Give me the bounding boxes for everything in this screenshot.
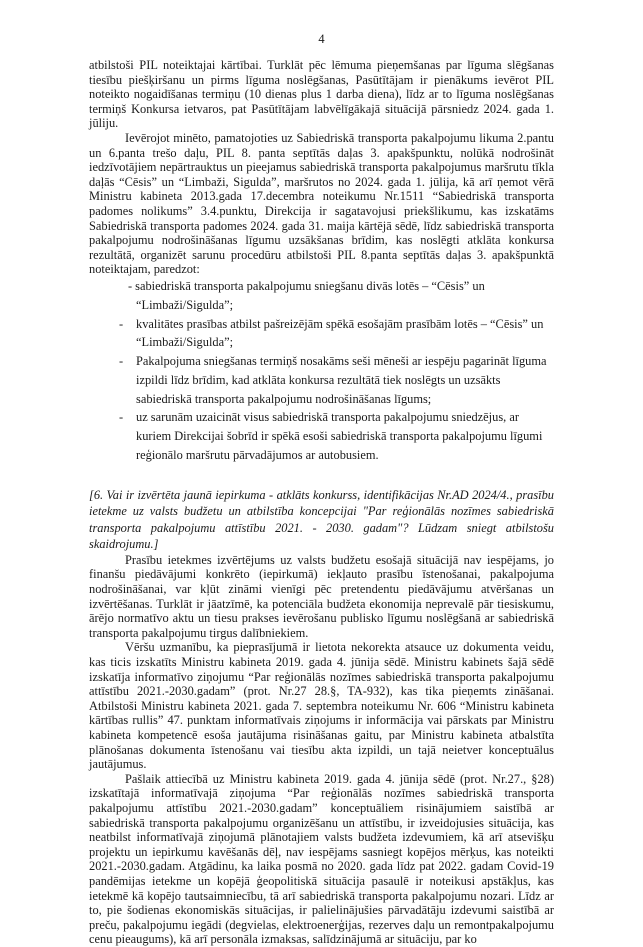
dash-bullet-icon: -	[119, 316, 124, 331]
document-body	[89, 58, 554, 947]
list-item-text-continued: “Limbaži/Sigulda”;	[136, 297, 234, 312]
proposal-list	[89, 277, 554, 465]
paragraph-reference-note: Vēršu uzmanību, ka pieprasījumā ir lietota nekorekta atsauce uz dokumenta veidu, kas ticis izskatīts Ministru kabineta 2019. gada 4. jūnija sēdē. Ministru kabinets šajā sēdē izskatīja informatīvo ziņojumu “Par reģionālās nozīmes sabiedriskā transporta pakalpojumu attīstību 2021.-2030.gadam” (prot. Nr.27 28.§, TA-932), kas tika pieņemts zināšanai. Atbilstoši Ministru kabineta 2021. gada 7. septembra noteikumu Nr. 606 “Ministru kabineta kārtības rullis” 47. punktam informatīvais ziņojums ir informācija vai pārskats par Ministru kabineta kompetencē esoša jautājuma risināšanas gaitu, par Ministru kabineta atbalstīta plānošanas dokumenta īstenošanu vai tiesību akta izpildi, un tajā neietver konceptuālus jautājumus.	[89, 640, 554, 772]
list-item-text: sabiedriskā transporta pakalpojumu sniegšanu divās lotēs – “Cēsis” un	[135, 278, 485, 293]
list-item	[89, 408, 554, 464]
list-item-text: kvalitātes prasības atbilst pašreizējām spēkā esošajām prasībām lotēs – “Cēsis” un “Limbaži/Sigulda”;	[136, 316, 544, 350]
question-paragraph: [6. Vai ir izvērtēta jaunā iepirkuma - atklāts konkurss, identifikācijas Nr.AD 2024/4., prasību ietekme uz valsts budžetu un atbilstība koncepcijai "Par reģionālās nozīmes sabiedriskā transporta pakalpojumu attīstību 2021. - 2030. gadam"? Lūdzam sniegt atbilstošu skaidrojumu.]	[89, 487, 554, 552]
paragraph-current-situation: Pašlaik attiecībā uz Ministru kabineta 2019. gada 4. jūnija sēdē (prot. Nr.27., §28) izskatītajā informatīvajā ziņojuma “Par reģionālās nozīmes sabiedriskā transporta pakalpojumu attīstību 2021.-2030.gadam” konceptuāliem risinājumiem saistībā ar sabiedriskā transporta pakalpojumu organizēšanu un attīstību, ir izveidojusies situācija, kas neatbilst informatīvajā ziņojumā plānotajiem valsts budžeta izdevumiem, kā arī atsevišķu projektu un iepirkumu kavēšanās dēļ, nav iespējams sasniegt kopējos mērķus, kas noteikti 2021.-2030.gadam. Atgādinu, ka laika posmā no 2020. gada līdz pat 2022. gadam Covid-19 pandēmijas ietekme un kopējā ģeopolitiskā situācija pasaulē ir noteikusi apstākļus, kas ietekmē kā kopējo tautsaimniecību, tā arī sabiedriskā transporta pakalpojumu nozari. Līdz ar to, pie šodienas ekonomiskās situācijas, ir palielinājušies pārvadātāju izdevumi saistībā ar preču, pakalpojumu iegādi (degvielas, elektroenerģijas, rezerves daļu un remontpakalpojumu cenu pieaugums), kā arī personāla izmaksas, salīdzinājumā ar situāciju, par ko	[89, 771, 554, 947]
list-item	[89, 315, 554, 353]
list-item	[89, 277, 554, 315]
page-number: 4	[318, 32, 325, 46]
dash-bullet-icon: -	[119, 410, 124, 425]
paragraph-continuation: atbilstoši PIL noteiktajai kārtībai. Turklāt pēc lēmuma pieņemšanas par līguma slēgšanas tiesību piešķiršanu un pirms līguma noslēgšanas, Pasūtītājam ir pienākums ievērot PIL noteikto nogaidīšanas termiņu (10 dienas plus 1 darba diena), līdz ar to līguma noslēgšanas termiņš Konkursa ietvaros, pat Pasūtītājam labvēlīgākajā situācijā pārsniedz 2024. gada 1. jūliju.	[89, 58, 554, 131]
paragraph-budget-impact: Prasību ietekmes izvērtējums uz valsts budžetu esošajā situācijā nav iespējams, jo finanšu piedāvājumi konkrēto (iepirkumā) iekļauto prasību īstenošanai, pakalpojuma nodrošināšanai, var kļūt zināmi vienīgi pēc pretendentu piedāvājumu atvēršanas un izvērtēšanas. Turklāt ir jāatzīmē, ka potenciāla budžeta ekonomija neprevalē pār tiesiskumu, ārējo normatīvo aktu un tiesu prakses ievērošanu publisko līgumu noslēgšanā ar sabiedriskā transporta pakalpojumu tirgus dalībniekiem.	[89, 552, 554, 640]
list-item-text: Pakalpojuma sniegšanas termiņš nosakāms seši mēneši ar iespēju pagarināt līguma izpildi līdz brīdim, kad atklāta konkursa rezultātā tiek noslēgts un uzsākts sabiedriskā transporta pakalpojumu nodrošināšanas līgums;	[136, 354, 547, 406]
dash-bullet-icon: -	[128, 278, 133, 293]
list-item	[89, 352, 554, 408]
list-item-text: uz sarunām uzaicināt visus sabiedriskā transporta pakalpojumu sniedzējus, ar kuriem Direkcijai šobrīd ir spēkā esoši sabiedriskā transporta pakalpojumu līgumi reģionālo maršrutu pārvadājumos ar autobusiem.	[136, 410, 543, 463]
dash-bullet-icon: -	[119, 354, 124, 369]
paragraph-proposal: Ievērojot minēto, pamatojoties uz Sabiedriskā transporta pakalpojumu likuma 2.pantu un 6.panta trešo daļu, PIL 8. panta septītās daļas 3. apakšpunktu, nolūkā nodrošināt iedzīvotājiem nepārtrauktus un pieejamus sabiedriskā transporta pakalpojumus maršrutu tīkla daļās “Cēsis” un “Limbaži, Sigulda”, maršrutos no 2024. gada 1. jūlija, kā arī ņemot vērā Ministru kabineta 2013.gada 17.decembra noteikumu Nr.1511 “Sabiedriskā transporta padomes nolikums” 3.4.punktu, Direkcija ir sagatavojusi priekšlikumu, kas izskatāms Sabiedriskā transporta padomes 2024. gada 31. maija kārtējā sēdē, līdz sabiedriskā transporta pakalpojumu nodrošināšanas līgumu uzsākšanas brīdim, kas noslēgti atklāta konkursa rezultātā, organizēt sarunu procedūru atbilstoši PIL 8.panta septītās daļas 3. apakšpunktā noteiktajam, paredzot:	[89, 130, 554, 277]
